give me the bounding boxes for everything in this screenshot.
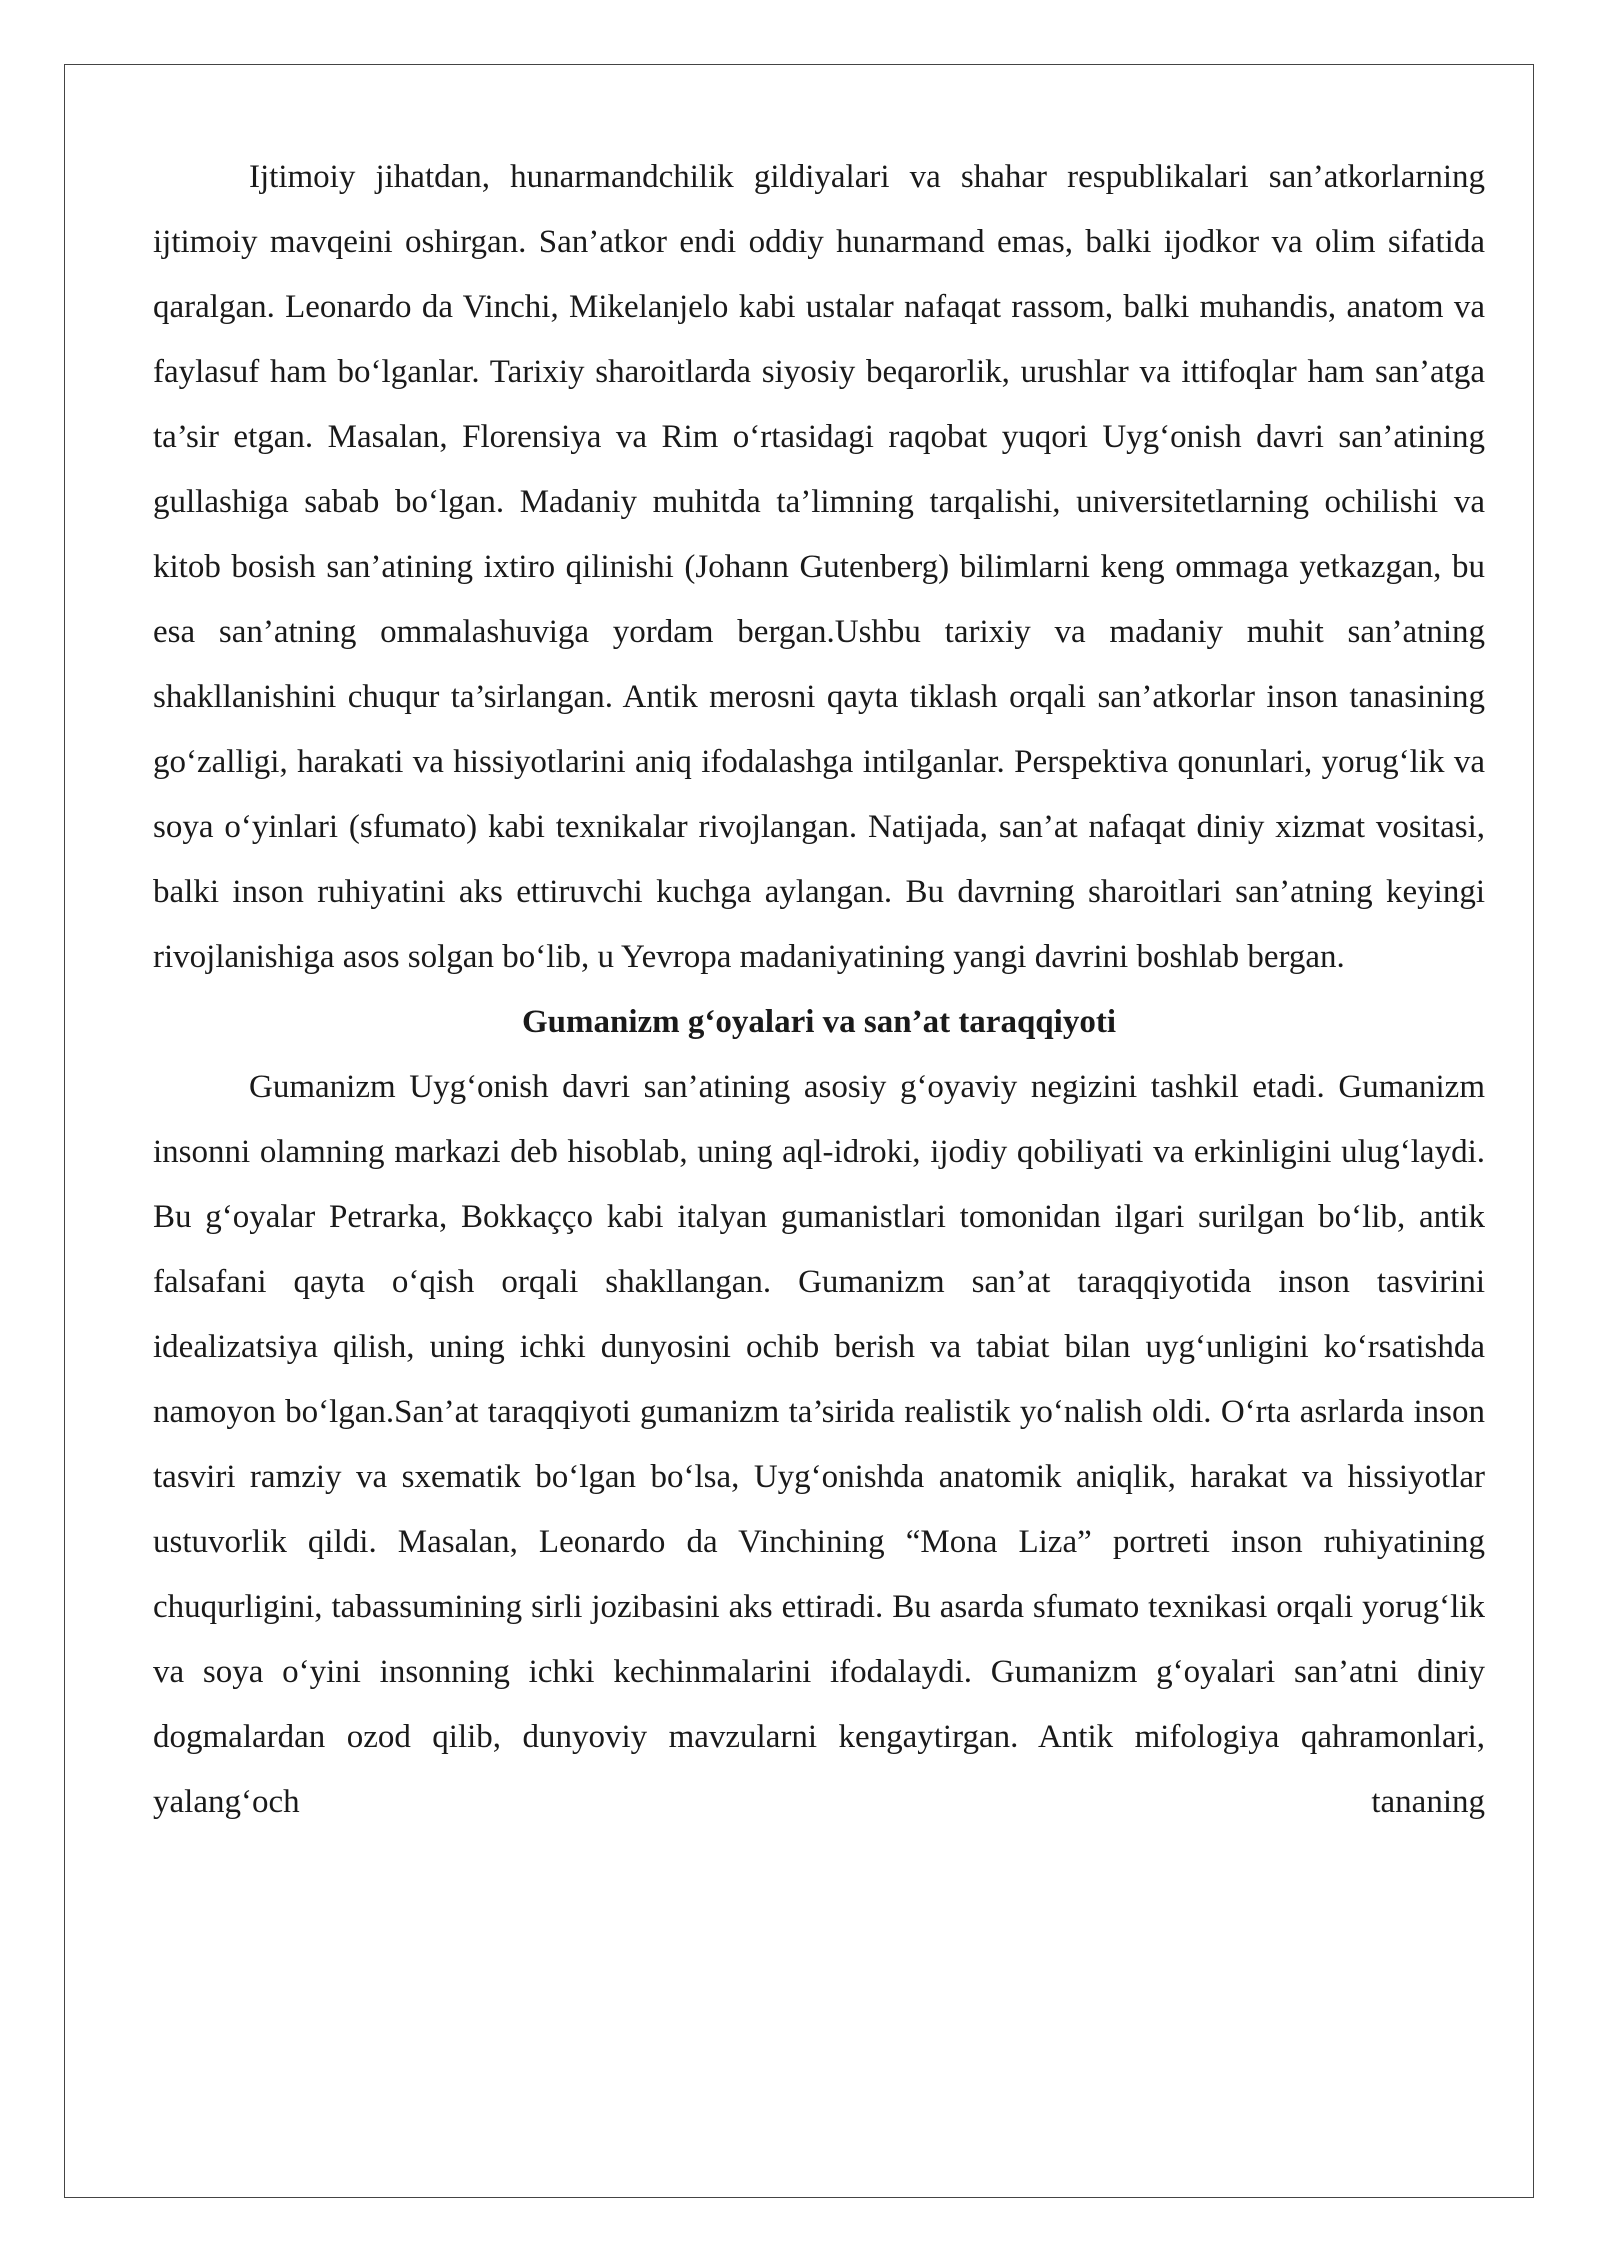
paragraph-social-historical-context: Ijtimoiy jihatdan, hunarmandchilik gildiyalari va shahar respublikalari san’atkorlarning ijtimoiy mavqeini oshirgan. San’atkor endi oddiy hunarmand emas, balki ijodkor va olim sifatida qaralgan. Leonardo da Vinchi, Mikelanjelo kabi ustalar nafaqat rassom, balki muhandis, anatom va faylasuf ham bo‘lganlar. Tarixiy sharoitlarda siyosiy beqarorlik, urushlar va ittifoqlar ham san’atga ta’sir etgan. Masalan, Florensiya va Rim o‘rtasidagi raqobat yuqori Uyg‘onish davri san’atining gullashiga sabab bo‘lgan. Madaniy muhitda ta’limning tarqalishi, universitetlarning ochilishi va kitob bosish san’atining ixtiro qilinishi (Johann Gutenberg) bilimlarni keng ommaga yetkazgan, bu esa san’atning ommalashuviga yordam bergan.Ushbu tarixiy va madaniy muhit san’atning shakllanishini chuqur ta’sirlangan. Antik merosni qayta tiklash orqali san’atkorlar inson tanasining go‘zalligi, harakati va hissiyotlarini aniq ifodalashga intilganlar. Perspektiva qonunlari, yorug‘lik va soya o‘yinlari (sfumato) kabi texnikalar rivojlangan. Natijada, san’at nafaqat diniy xizmat vositasi, balki inson ruhiyatini aks ettiruvchi kuchga aylangan. Bu davrning sharoitlari san’atning keyingi rivojlanishiga asos solgan bo‘lib, u Yevropa madaniyatining yangi davrini boshlab bergan. — [153, 159, 1485, 975]
paragraph-humanism-art-progress: Gumanizm Uyg‘onish davri san’atining asosiy g‘oyaviy negizini tashkil etadi. Gumanizm insonni olamning markazi deb hisoblab, uning aql-idroki, ijodiy qobiliyati va erkinligini ulug‘laydi. Bu g‘oyalar Petrarka, Bokkaçço kabi italyan gumanistlari tomonidan ilgari surilgan bo‘lib, antik falsafani qayta o‘qish orqali shakllangan. Gumanizm san’at taraqqiyotida inson tasvirini idealizatsiya qilish, uning ichki dunyosini ochib berish va tabiat bilan uyg‘unligini ko‘rsatishda namoyon bo‘lgan.San’at taraqqiyoti gumanizm ta’sirida realistik yo‘nalish oldi. O‘rta asrlarda inson tasviri ramziy va sxematik bo‘lgan bo‘lsa, Uyg‘onishda anatomik aniqlik, harakat va hissiyotlar ustuvorlik qildi. Masalan, Leonardo da Vinchining “Mona Liza” portreti inson ruhiyatining chuqurligini, tabassumining sirli jozibasini aks ettiradi. Bu asarda sfumato texnikasi orqali yorug‘lik va soya o‘yini insonning ichki kechinmalarini ifodalaydi. Gumanizm g‘oyalari san’atni diniy dogmalardan ozod qilib, dunyoviy mavzularni kengaytirgan. Antik mifologiya qahramonlari, yalang‘och tananing — [153, 1069, 1485, 1820]
document-body — [153, 145, 1485, 1835]
section-heading-humanism: Gumanizm g‘oyalari va san’at taraqqiyoti — [522, 1004, 1116, 1040]
